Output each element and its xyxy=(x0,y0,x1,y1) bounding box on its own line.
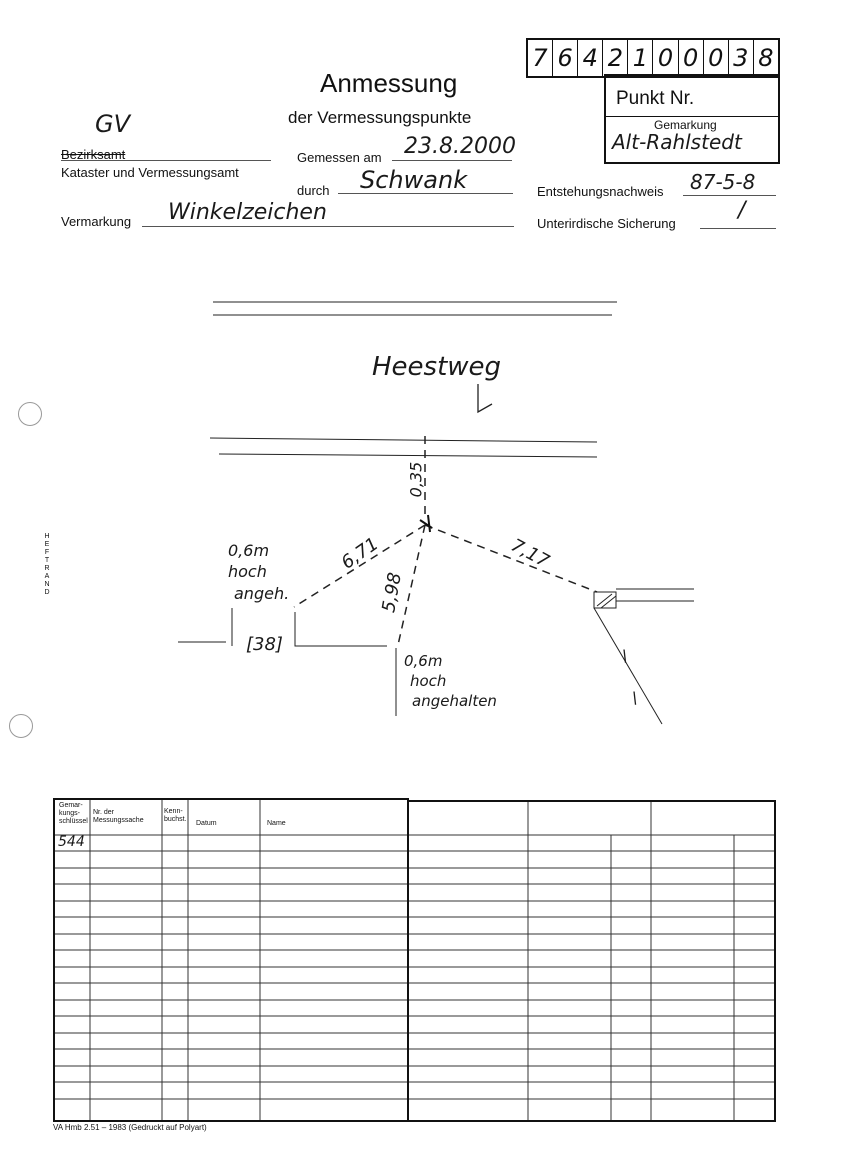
gemarkung-label: Gemarkung xyxy=(654,118,717,132)
digit: 0 xyxy=(653,40,678,76)
heftrand-label: HEFTRAND xyxy=(44,533,50,596)
distance-035: 0,35 xyxy=(406,461,426,498)
col-header-datum: Datum xyxy=(196,820,217,827)
note-left-1: 0,6m xyxy=(228,541,270,560)
bezirksamt-label: Bezirksamt xyxy=(61,147,126,162)
entstehung-value: 87-5-8 xyxy=(690,170,756,194)
first-cell-value: 544 xyxy=(58,834,85,850)
digit: 4 xyxy=(578,40,603,76)
page-subtitle: der Vermessungspunkte xyxy=(288,108,472,127)
tick-mark-2: \ xyxy=(632,688,638,707)
digit: 1 xyxy=(628,40,653,76)
gemessen-value: 23.8.2000 xyxy=(404,134,516,159)
punkt-nr-label: Punkt Nr. xyxy=(616,88,695,109)
footer-print-note: VA Hmb 2.51 – 1983 (Gedruckt auf Polyart) xyxy=(53,1123,207,1132)
col-header-gemarkung: Gemar-kungs-schlüssel xyxy=(59,802,88,825)
digit: 7 xyxy=(528,40,553,76)
note-bottom-2: hoch xyxy=(410,672,447,690)
distance-717: 7,17 xyxy=(507,534,553,573)
col-header-name: Name xyxy=(267,820,286,827)
gemarkung-value: Alt-Rahlstedt xyxy=(612,130,742,154)
durch-value: Schwank xyxy=(360,166,468,194)
register-table-left xyxy=(53,798,409,1122)
note-bottom-3: angehalten xyxy=(412,692,497,710)
digit: 8 xyxy=(758,44,774,72)
distance-598: 5,98 xyxy=(378,570,406,615)
kataster-label: Kataster und Vermessungsamt xyxy=(61,165,239,180)
bezirk-handwritten: GV xyxy=(95,110,131,138)
unterirdisch-label: Unterirdische Sicherung xyxy=(537,216,676,231)
vermarkung-value: Winkelzeichen xyxy=(168,200,327,225)
digit: 6 xyxy=(553,40,578,76)
col-header-kenn: Kenn-buchst. xyxy=(164,808,187,823)
digit: 0 xyxy=(704,40,729,76)
distance-671: 6,71 xyxy=(337,533,383,574)
unterirdisch-value: / xyxy=(738,198,746,223)
gemessen-label: Gemessen am xyxy=(297,150,382,165)
house-number: [38] xyxy=(246,634,283,655)
note-bottom-1: 0,6m xyxy=(404,652,443,670)
digit: 0 xyxy=(679,40,704,76)
entstehung-label: Entstehungsnachweis xyxy=(537,184,664,199)
durch-label: durch xyxy=(297,183,330,198)
register-table-right xyxy=(407,800,776,1122)
tick-mark-1: \ xyxy=(622,646,628,665)
note-left-2: hoch xyxy=(228,562,267,581)
digit: 3 xyxy=(729,40,754,76)
page-title: Anmessung xyxy=(320,68,458,98)
note-left-3: angeh. xyxy=(234,584,290,603)
vermarkung-label: Vermarkung xyxy=(61,214,132,229)
col-header-nr: Nr. der Messungssache xyxy=(93,809,144,824)
street-name: Heestweg xyxy=(372,352,502,382)
digit: 2 xyxy=(603,40,628,76)
